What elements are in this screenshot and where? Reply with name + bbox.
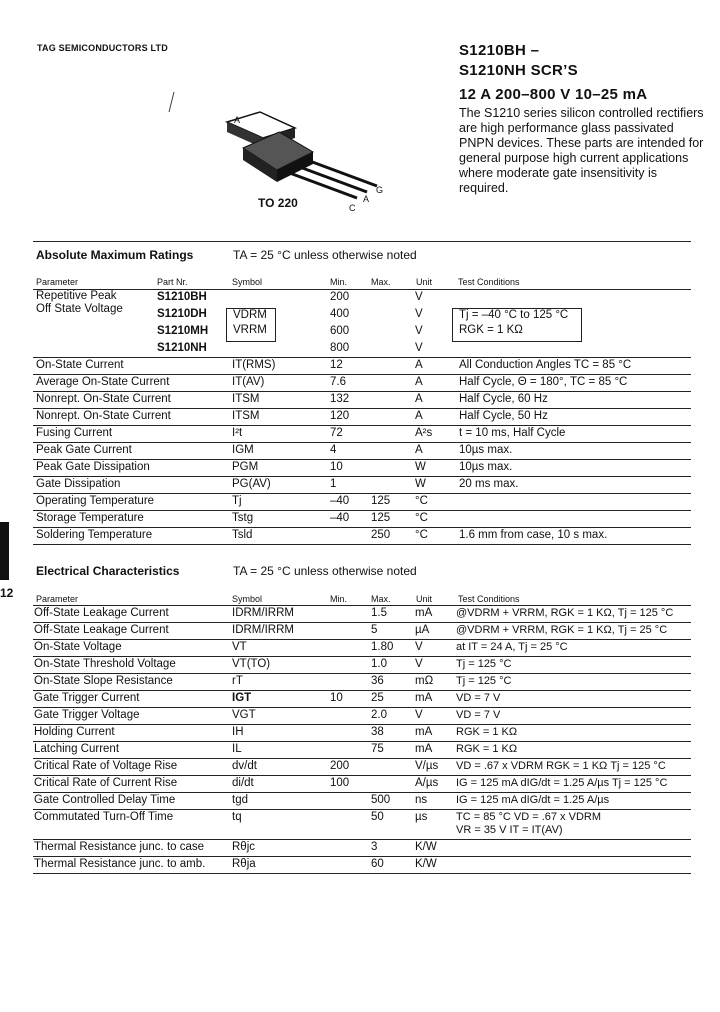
unit-cell: mA [415,743,433,755]
table-row [33,528,691,545]
pin-g-label: G [376,185,384,195]
col-header-min: Min. [330,277,348,287]
param-cell: On-State Slope Resistance [34,675,173,687]
min-value: 400 [330,308,350,320]
row-divider [33,544,691,545]
table-row [33,511,691,528]
description: The S1210 series silicon controlled rectifiers are high performance glass passivated PNPN devices. These parts are intended for general purpose high current applications where moderate gate insensitivity is required. [459,106,704,195]
unit-cell: °C [415,495,428,507]
symbol-cell: I²t [232,427,243,439]
elec-col-parameter: Parameter [36,594,79,604]
symbol-cell: VT [232,641,247,653]
elec-col-max: Max. [371,594,391,604]
condition-cell: Tj = 125 °C [456,658,512,670]
unit-cell: A²s [415,427,433,439]
condition-cell: 20 ms max. [459,478,519,490]
side-thumb-tab [0,522,9,580]
table-row [33,857,691,874]
min-cell: 100 [330,777,350,789]
table-row [33,759,691,776]
symbol-cell: tq [232,811,242,823]
table-row [33,793,691,810]
rep-symbol-line1: VDRM [233,309,267,321]
condition-cell: Half Cycle, 60 Hz [459,393,548,405]
symbol-cell: di/dt [232,777,254,789]
rep-row-nh [33,341,691,358]
condition-cell: IG = 125 mA dIG/dt = 1.25 A/µs Tj = 125 °C [456,777,668,789]
table-row [33,460,691,477]
rep-row-dh [33,307,691,324]
symbol-cell: IGT [232,692,252,704]
table-row [33,840,691,857]
param-cell: On-State Current [36,359,124,371]
abs-max-condition: TA = 25 °C unless otherwise noted [233,248,417,262]
table-row [33,657,691,674]
max-cell: 1.5 [371,607,387,619]
part-number: S1210DH [157,308,207,320]
table-row [33,375,691,392]
symbol-cell: VT(TO) [232,658,271,670]
symbol-cell: Tstg [232,512,254,524]
max-cell: 3 [371,841,378,853]
symbol-cell: Tj [232,495,242,507]
unit-cell: V [415,641,423,653]
min-cell: 200 [330,760,350,772]
param-cell: Soldering Temperature [36,529,153,541]
symbol-cell: IDRM/IRRM [232,624,294,636]
table-row [33,623,691,640]
table-row [33,477,691,494]
unit-value: V [415,342,423,354]
condition-cell: IG = 125 mA dIG/dt = 1.25 A/µs [456,794,610,806]
unit-cell: ns [415,794,428,806]
table-row [33,409,691,426]
condition-cell: at IT = 24 A, Tj = 25 °C [456,641,568,653]
table-row [33,691,691,708]
table-row [33,392,691,409]
condition-cell: t = 10 ms, Half Cycle [459,427,566,439]
max-cell: 50 [371,811,384,823]
param-cell: Storage Temperature [36,512,144,524]
max-cell: 60 [371,858,384,870]
param-cell: Commutated Turn-Off Time [34,811,174,823]
symbol-cell: IDRM/IRRM [232,607,294,619]
unit-cell: V [415,709,423,721]
condition-cell: Tj = 125 °C [456,675,512,687]
unit-cell: K/W [415,858,437,870]
param-cell: Nonrept. On-State Current [36,410,171,422]
param-cell: On-State Threshold Voltage [34,658,176,670]
max-cell: 5 [371,624,378,636]
unit-cell: µs [415,811,428,823]
table-row [33,358,691,375]
min-value: 200 [330,291,350,303]
elec-col-unit: Unit [416,594,433,604]
param-cell: Peak Gate Dissipation [36,461,150,473]
to220-package-drawing [165,80,395,215]
max-cell: 38 [371,726,384,738]
col-header-conditions: Test Conditions [458,277,520,287]
unit-cell: mA [415,692,433,704]
symbol-cell: IL [232,743,242,755]
min-value: 600 [330,325,350,337]
condition-cell: @VDRM + VRRM, RGK = 1 KΩ, Tj = 125 °C [456,607,674,619]
min-cell: 12 [330,359,343,371]
max-cell: 1.80 [371,641,394,653]
unit-cell: A/µs [415,777,439,789]
table-row [33,674,691,691]
min-cell: 7.6 [330,376,346,388]
col-header-parameter: Parameter [36,277,79,287]
min-cell: 120 [330,410,350,422]
rep-cond-line1: Tj = –40 °C to 125 °C [459,309,569,321]
elec-col-min: Min. [330,594,348,604]
max-cell: 2.0 [371,709,387,721]
param-cell: Nonrept. On-State Current [36,393,171,405]
elec-heading: Electrical Characteristics [36,564,180,578]
min-cell: 10 [330,692,343,704]
condition-cell-line2: VR = 35 V IT = IT(AV) [456,824,563,836]
col-header-symbol: Symbol [232,277,263,287]
package-name: TO 220 [258,196,298,210]
unit-cell: A [415,393,423,405]
part-number: S1210MH [157,325,209,337]
param-cell: Fusing Current [36,427,113,439]
symbol-cell: IT(RMS) [232,359,276,371]
unit-value: V [415,291,423,303]
param-cell: On-State Voltage [34,641,122,653]
unit-value: V [415,325,423,337]
condition-cell: @VDRM + VRRM, RGK = 1 KΩ, Tj = 25 °C [456,624,668,636]
param-cell: Critical Rate of Current Rise [34,777,178,789]
rep-row-bh [33,290,691,307]
unit-cell: V [415,658,423,670]
condition-cell: Half Cycle, Θ = 180°, TC = 85 °C [459,376,628,388]
unit-cell: K/W [415,841,437,853]
ratings-line: 12 A 200–800 V 10–25 mA [459,86,648,103]
col-header-part: Part Nr. [157,277,188,287]
unit-cell: A [415,359,423,371]
company-name: TAG SEMICONDUCTORS LTD [37,43,168,53]
param-cell: Average On-State Current [36,376,170,388]
col-header-max: Max. [371,277,391,287]
min-cell: 1 [330,478,337,490]
abs-max-heading: Absolute Maximum Ratings [36,248,194,262]
min-cell: 10 [330,461,343,473]
table-row [33,810,691,840]
max-cell: 36 [371,675,384,687]
unit-cell: V/µs [415,760,439,772]
title-line-2: S1210NH SCR’S [459,62,578,79]
table-row [33,640,691,657]
param-cell: Gate Dissipation [36,478,121,490]
param-cell: Gate Controlled Delay Time [34,794,176,806]
table-row [33,742,691,759]
param-cell: Gate Trigger Voltage [34,709,140,721]
elec-col-conditions: Test Conditions [458,594,520,604]
unit-cell: mΩ [415,675,434,687]
table-row [33,426,691,443]
table-row [33,725,691,742]
rep-param-line1: Repetitive Peak [36,290,117,302]
unit-cell: °C [415,512,428,524]
symbol-cell: IGM [232,444,254,456]
table-row [33,494,691,511]
max-cell: 1.0 [371,658,387,670]
param-cell: Off-State Leakage Current [34,624,169,636]
condition-cell: RGK = 1 KΩ [456,726,518,738]
symbol-cell: ITSM [232,393,260,405]
symbol-cell: IH [232,726,244,738]
rep-cond-line2: RGK = 1 KΩ [459,324,523,336]
unit-cell: mA [415,607,433,619]
pin-a-label: A [363,194,370,204]
elec-condition: TA = 25 °C unless otherwise noted [233,564,417,578]
part-number: S1210NH [157,342,207,354]
rep-symbol-line2: VRRM [233,324,267,336]
symbol-cell: PG(AV) [232,478,271,490]
symbol-cell: Rθjc [232,841,256,853]
symbol-cell: VGT [232,709,256,721]
max-cell: 125 [371,495,391,507]
condition-cell: VD = 7 V [456,709,501,721]
rep-row-mh [33,324,691,341]
unit-cell: A [415,376,423,388]
condition-cell: 10µs max. [459,461,513,473]
min-value: 800 [330,342,350,354]
unit-cell: µA [415,624,430,636]
symbol-cell: Tsld [232,529,253,541]
min-cell: –40 [330,495,350,507]
table-row [33,606,691,623]
part-number: S1210BH [157,291,207,303]
param-cell: Gate Trigger Current [34,692,140,704]
symbol-cell: IT(AV) [232,376,265,388]
condition-cell: Half Cycle, 50 Hz [459,410,548,422]
title-line-1: S1210BH – [459,42,540,59]
symbol-cell: ITSM [232,410,260,422]
condition-cell: VD = .67 x VDRM RGK = 1 KΩ Tj = 125 °C [456,760,666,772]
min-cell: 72 [330,427,343,439]
table-row [33,776,691,793]
param-cell: Thermal Resistance junc. to amb. [34,858,206,870]
table-row [33,708,691,725]
unit-value: V [415,308,423,320]
pin-c-label: C [349,203,356,213]
unit-cell: W [415,461,426,473]
symbol-cell: Rθja [232,858,256,870]
table-row [33,443,691,460]
param-cell: Operating Temperature [36,495,155,507]
symbol-cell: tgd [232,794,248,806]
unit-cell: W [415,478,426,490]
elec-col-symbol: Symbol [232,594,263,604]
param-cell: Thermal Resistance junc. to case [34,841,205,853]
unit-cell: °C [415,529,428,541]
rep-param-line2: Off State Voltage [36,303,123,315]
max-cell: 125 [371,512,391,524]
max-cell: 25 [371,692,384,704]
unit-cell: A [415,444,423,456]
param-cell: Off-State Leakage Current [34,607,169,619]
divider [33,241,691,242]
param-cell: Latching Current [34,743,120,755]
min-cell: –40 [330,512,350,524]
max-cell: 250 [371,529,391,541]
row-divider [33,873,691,874]
max-cell: 500 [371,794,391,806]
symbol-cell: PGM [232,461,259,473]
min-cell: 4 [330,444,337,456]
param-cell: Holding Current [34,726,115,738]
pin-a-top-label: A [234,115,241,125]
unit-cell: A [415,410,423,422]
symbol-cell: dv/dt [232,760,257,772]
condition-cell: RGK = 1 KΩ [456,743,518,755]
unit-cell: mA [415,726,433,738]
col-header-unit: Unit [416,277,433,287]
param-cell: Peak Gate Current [36,444,132,456]
min-cell: 132 [330,393,350,405]
side-page-number: 12 [0,586,14,600]
symbol-cell: rT [232,675,243,687]
condition-cell: 1.6 mm from case, 10 s max. [459,529,608,541]
condition-cell: 10µs max. [459,444,513,456]
condition-cell: All Conduction Angles TC = 85 °C [459,359,632,371]
condition-cell: TC = 85 °C VD = .67 x VDRM [456,811,601,823]
max-cell: 75 [371,743,384,755]
param-cell: Critical Rate of Voltage Rise [34,760,178,772]
condition-cell: VD = 7 V [456,692,501,704]
